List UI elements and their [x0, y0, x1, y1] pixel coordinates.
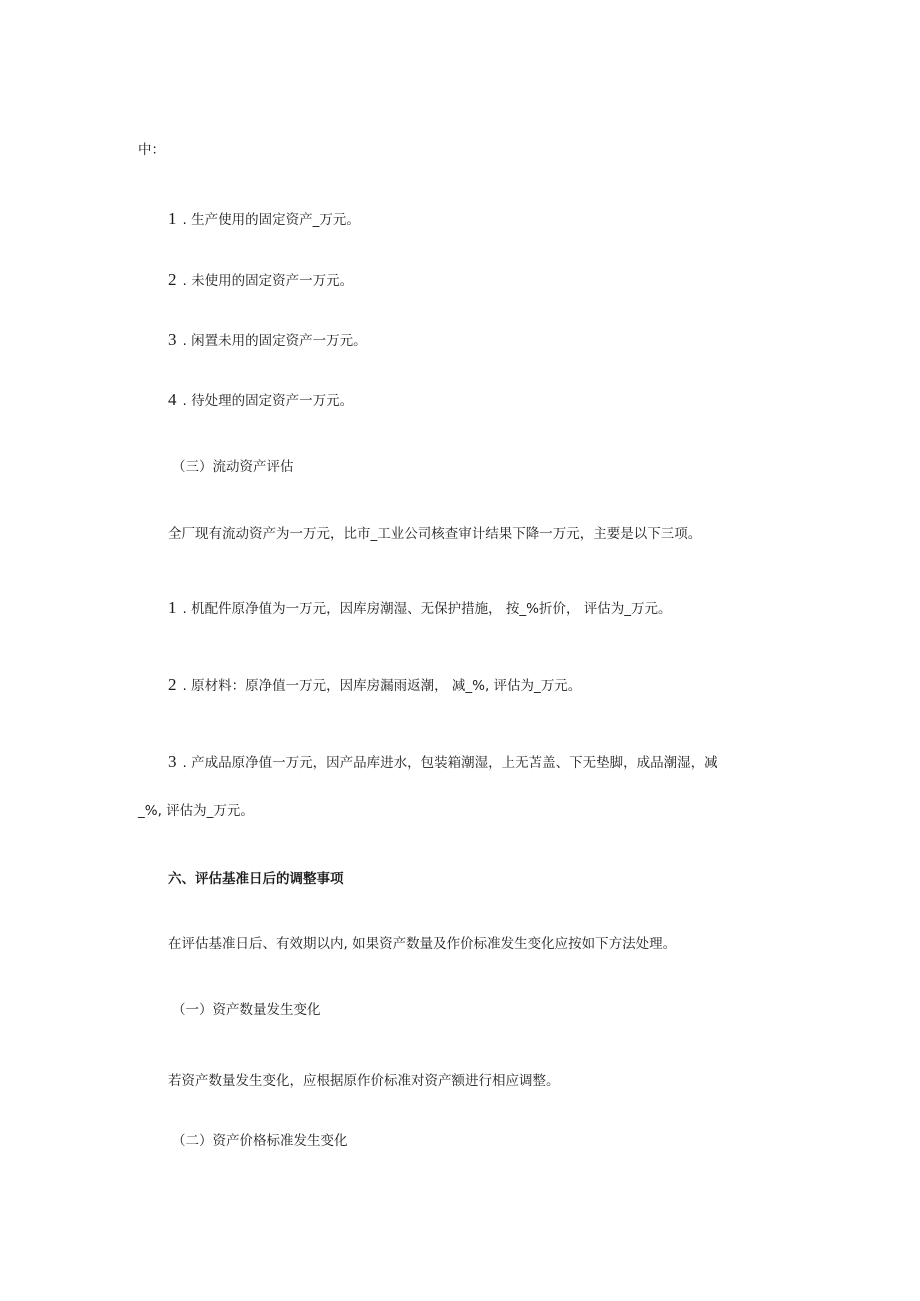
intro-text: 中：	[138, 142, 165, 158]
current-assets-heading: （三）流动资产评估	[172, 459, 294, 475]
current-assets-summary: 全厂现有流动资产为一万元，比市_工业公司核查审计结果下降一万元，主要是以下三项。	[168, 526, 702, 542]
list-number: 2	[168, 270, 177, 289]
list-number: 3	[168, 330, 177, 349]
fixed-asset-item-4	[168, 390, 353, 411]
sub-text-1: 若资产数量发生变化，应根据原作价标准对资产额进行相应调整。	[168, 1073, 560, 1089]
list-text: . 原材料：原净值一万元，因库房漏雨返潮， 减_%, 评估为_万元。	[182, 678, 582, 694]
list-number: 1	[168, 598, 177, 617]
current-item-1	[168, 598, 672, 619]
list-number: 4	[168, 390, 177, 409]
current-item-3-continuation: _%, 评估为_万元。	[138, 803, 254, 819]
current-item-2	[168, 675, 581, 696]
sub-heading-2: （二）资产价格标准发生变化	[172, 1133, 348, 1149]
list-text: . 未使用的固定资产一万元。	[182, 273, 354, 289]
list-text: . 生产使用的固定资产_万元。	[182, 212, 360, 228]
list-text: . 待处理的固定资产一万元。	[182, 393, 354, 409]
current-item-3	[168, 752, 718, 773]
fixed-asset-item-1	[168, 209, 360, 230]
list-number: 2	[168, 675, 177, 694]
list-number: 1	[168, 209, 177, 228]
list-text: . 机配件原净值为一万元，因库房潮湿、无保护措施， 按_%折价， 评估为_万元。	[182, 601, 672, 617]
fixed-asset-item-3	[168, 330, 367, 351]
section-six-title: 六、评估基准日后的调整事项	[168, 871, 344, 887]
list-text: . 产成品原净值一万元，因产品库进水，包装箱潮湿，上无苫盖、下无垫脚，成品潮湿，减	[182, 755, 718, 771]
list-number: 3	[168, 752, 177, 771]
sub-heading-1: （一）资产数量发生变化	[172, 1002, 321, 1018]
fixed-asset-item-2	[168, 270, 353, 291]
list-text: . 闲置未用的固定资产一万元。	[182, 333, 367, 349]
section-six-intro: 在评估基准日后、有效期以内, 如果资产数量及作价标准发生变化应按如下方法处理。	[168, 936, 677, 952]
